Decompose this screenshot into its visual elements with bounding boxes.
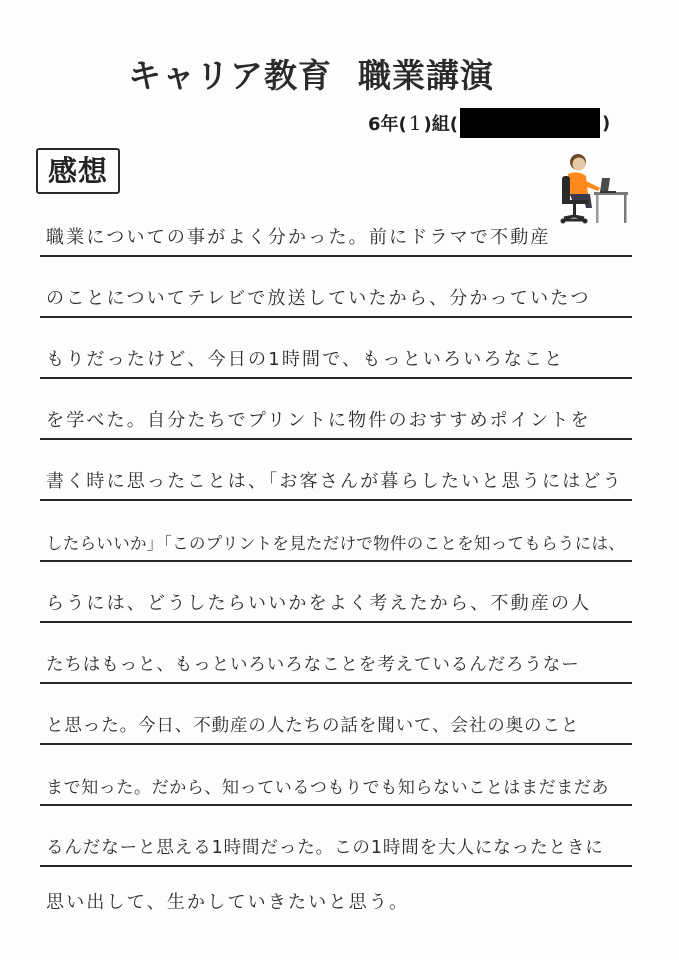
student-info-line bbox=[368, 108, 610, 138]
essay-line-text: のことについてテレビで放送していたから、分かっていたつ bbox=[46, 288, 591, 309]
essay-line bbox=[40, 215, 632, 257]
essay-line bbox=[40, 825, 632, 867]
close-paren: ) bbox=[601, 112, 611, 134]
essay-line bbox=[40, 398, 632, 440]
essay-line-text: らうには、どうしたらいいかをよく考えたから、不動産の人 bbox=[46, 593, 592, 614]
essay-line bbox=[40, 520, 632, 562]
essay-line-text: まで知った。だから、知っているつもりでも知らないことはまだまだあ bbox=[46, 778, 610, 798]
essay-line-text: 思い出して、生かしていきたいと思う。 bbox=[46, 892, 410, 913]
essay-line-text: たちはもっと、もっといろいろなことを考えているんだろうなー bbox=[46, 655, 580, 675]
essay-line bbox=[40, 880, 632, 920]
essay-line-text: と思った。今日、不動産の人たちの話を聞いて、会社の奥のこと bbox=[46, 716, 580, 736]
title-occupational-lecture: 職業講演 bbox=[358, 56, 494, 95]
essay-line bbox=[40, 642, 632, 684]
essay-line bbox=[40, 459, 632, 501]
class-suffix: )組( bbox=[423, 114, 458, 135]
worksheet-title bbox=[128, 50, 494, 97]
essay-line-text: もりだったけど、今日の1時間で、もっといろいろなこと bbox=[46, 349, 565, 370]
grade-label: 6年( bbox=[368, 114, 407, 135]
essay-line bbox=[40, 337, 632, 379]
essay-line bbox=[40, 276, 632, 318]
essay-line-text: を学べた。自分たちでプリントに物件のおすすめポイントを bbox=[46, 410, 591, 431]
redacted-student-name bbox=[460, 108, 600, 138]
essay-line-text: 職業についての事がよく分かった。前にドラマで不動産 bbox=[46, 227, 551, 248]
class-number: 1 bbox=[408, 111, 422, 135]
impressions-section-label: 感想 bbox=[36, 148, 120, 194]
essay-line bbox=[40, 703, 632, 745]
essay-line-text: したらいいか」「このプリントを見ただけで物件のことを知ってもらうには、 bbox=[46, 534, 626, 553]
essay-line-text: るんだなーと思える1時間だった。この1時間を大人になったときに bbox=[46, 838, 604, 858]
essay-line bbox=[40, 581, 632, 623]
title-career-education: キャリア教育 bbox=[128, 56, 332, 95]
essay-line bbox=[40, 764, 632, 806]
essay-line-text: 書く時に思ったことは、「お客さんが暮らしたいと思うにはどう bbox=[46, 471, 623, 492]
